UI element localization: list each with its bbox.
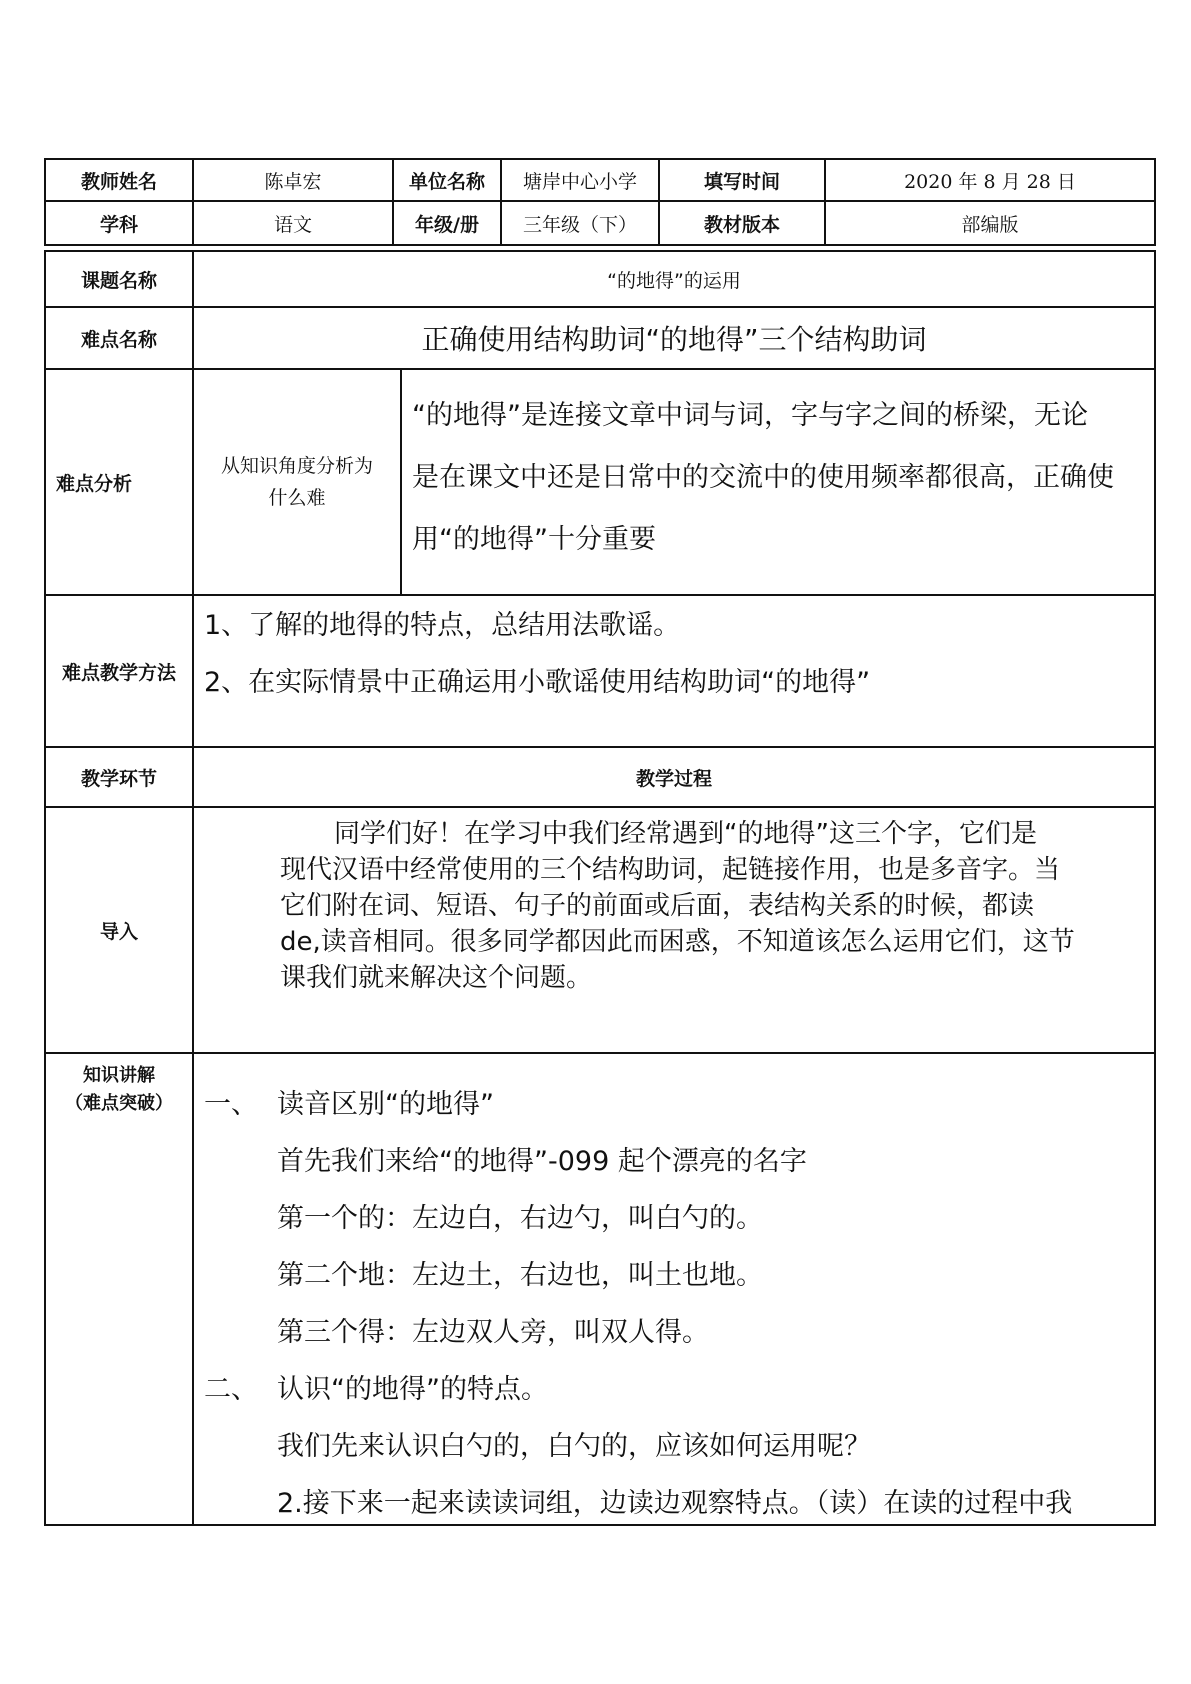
process-header-label: 教学过程 bbox=[192, 746, 1156, 808]
analysis-line-1: “的地得”是连接文章中词与词，字与字之间的桥梁，无论 bbox=[412, 400, 1088, 431]
subject-value: 语文 bbox=[192, 200, 394, 246]
intro-line-3: 它们附在词、短语、句子的前面或后面，表结构关系的时候，都读 bbox=[280, 891, 1035, 921]
intro-line-2: 现代汉语中经常使用的三个结构助词，起链接作用，也是多音字。当 bbox=[280, 855, 1061, 885]
knowledge-item-text: 首先我们来给“的地得”-099 起个漂亮的名字 bbox=[277, 1146, 807, 1177]
row-subject-info bbox=[44, 200, 1156, 246]
method-line-1: 1、了解的地得的特点，总结用法歌谣。 bbox=[204, 610, 681, 641]
knowledge-item-4 bbox=[204, 1247, 1154, 1304]
knowledge-item-number bbox=[204, 1190, 277, 1247]
knowledge-item-text: 我们先来认识白勺的，白勺的，应该如何运用呢？ bbox=[277, 1431, 871, 1462]
analysis-sub-label bbox=[192, 368, 402, 596]
teacher-value: 陈卓宏 bbox=[192, 158, 394, 202]
row-knowledge bbox=[44, 1052, 1156, 1526]
knowledge-item-2 bbox=[204, 1133, 1154, 1190]
row-method bbox=[44, 594, 1156, 748]
knowledge-label bbox=[44, 1052, 194, 1526]
knowledge-item-5 bbox=[204, 1304, 1154, 1361]
intro-content bbox=[192, 806, 1156, 1054]
topic-value: “的地得”的运用 bbox=[192, 250, 1156, 308]
knowledge-item-text: 第二个地：左边土，右边也，叫土也地。 bbox=[277, 1260, 763, 1291]
knowledge-content bbox=[192, 1052, 1156, 1526]
intro-line-5: 课我们就来解决这个问题。 bbox=[280, 963, 593, 993]
analysis-line-3: 用“的地得”十分重要 bbox=[412, 524, 656, 555]
grade-value: 三年级（下） bbox=[500, 200, 660, 246]
row-difficulty bbox=[44, 306, 1156, 370]
intro-line-1: 同学们好！在学习中我们经常遇到“的地得”这三个字，它们是 bbox=[334, 819, 1037, 849]
teacher-label: 教师姓名 bbox=[44, 158, 194, 202]
knowledge-item-text: 第一个的：左边白，右边勺，叫白勺的。 bbox=[277, 1203, 763, 1234]
knowledge-item-number: 一、 bbox=[204, 1089, 258, 1120]
row-intro bbox=[44, 806, 1156, 1054]
row-teacher-info bbox=[44, 158, 1156, 202]
time-label: 填写时间 bbox=[658, 158, 826, 202]
knowledge-label-line-2: （难点突破） bbox=[65, 1093, 173, 1114]
difficulty-label: 难点名称 bbox=[44, 306, 194, 370]
analysis-sub-label-line-1: 从知识角度分析为 bbox=[220, 455, 373, 477]
knowledge-item-7 bbox=[204, 1418, 1154, 1475]
subject-label: 学科 bbox=[44, 200, 194, 246]
unit-value: 塘岸中心小学 bbox=[500, 158, 660, 202]
process-stage-label: 教学环节 bbox=[44, 746, 194, 808]
knowledge-item-number bbox=[204, 1475, 277, 1526]
method-line-2: 2、在实际情景中正确运用小歌谣使用结构助词“的地得” bbox=[204, 667, 871, 698]
knowledge-item-number bbox=[204, 1418, 277, 1475]
knowledge-item-8 bbox=[204, 1475, 1154, 1526]
analysis-label: 难点分析 bbox=[44, 368, 194, 596]
knowledge-item-number bbox=[204, 1304, 277, 1361]
time-value: 2020 年 8 月 28 日 bbox=[824, 158, 1156, 202]
method-content bbox=[192, 594, 1156, 748]
row-analysis bbox=[44, 368, 1156, 596]
edition-value: 部编版 bbox=[824, 200, 1156, 246]
knowledge-item-1 bbox=[204, 1076, 1154, 1133]
knowledge-item-3 bbox=[204, 1190, 1154, 1247]
analysis-line-2: 是在课文中还是日常中的交流中的使用频率都很高，正确使 bbox=[412, 462, 1114, 493]
topic-label: 课题名称 bbox=[44, 250, 194, 308]
method-label: 难点教学方法 bbox=[44, 594, 194, 748]
difficulty-value: 正确使用结构助词“的地得”三个结构助词 bbox=[192, 306, 1156, 370]
grade-label: 年级/册 bbox=[392, 200, 502, 246]
knowledge-item-text: 第三个得：左边双人旁，叫双人得。 bbox=[277, 1317, 709, 1348]
knowledge-item-number bbox=[204, 1133, 277, 1190]
intro-label: 导入 bbox=[44, 806, 194, 1054]
row-topic bbox=[44, 250, 1156, 308]
knowledge-item-text: 认识“的地得”的特点。 bbox=[277, 1374, 548, 1405]
knowledge-item-6 bbox=[204, 1361, 1154, 1418]
intro-line-4: de,读音相同。很多同学都因此而困惑，不知道该怎么运用它们，这节 bbox=[280, 927, 1075, 957]
analysis-content bbox=[400, 368, 1156, 596]
analysis-sub-label-line-2: 什么难 bbox=[268, 487, 326, 509]
knowledge-item-text: 读音区别“的地得” bbox=[277, 1089, 494, 1120]
knowledge-item-number bbox=[204, 1247, 277, 1304]
unit-label: 单位名称 bbox=[392, 158, 502, 202]
knowledge-label-line-1: 知识讲解 bbox=[83, 1065, 155, 1086]
row-process-header bbox=[44, 746, 1156, 808]
knowledge-item-number: 二、 bbox=[204, 1374, 258, 1405]
edition-label: 教材版本 bbox=[658, 200, 826, 246]
knowledge-item-text: 2.接下来一起来读读词组，边读边观察特点。（读）在读的过程中我 bbox=[277, 1488, 1073, 1519]
